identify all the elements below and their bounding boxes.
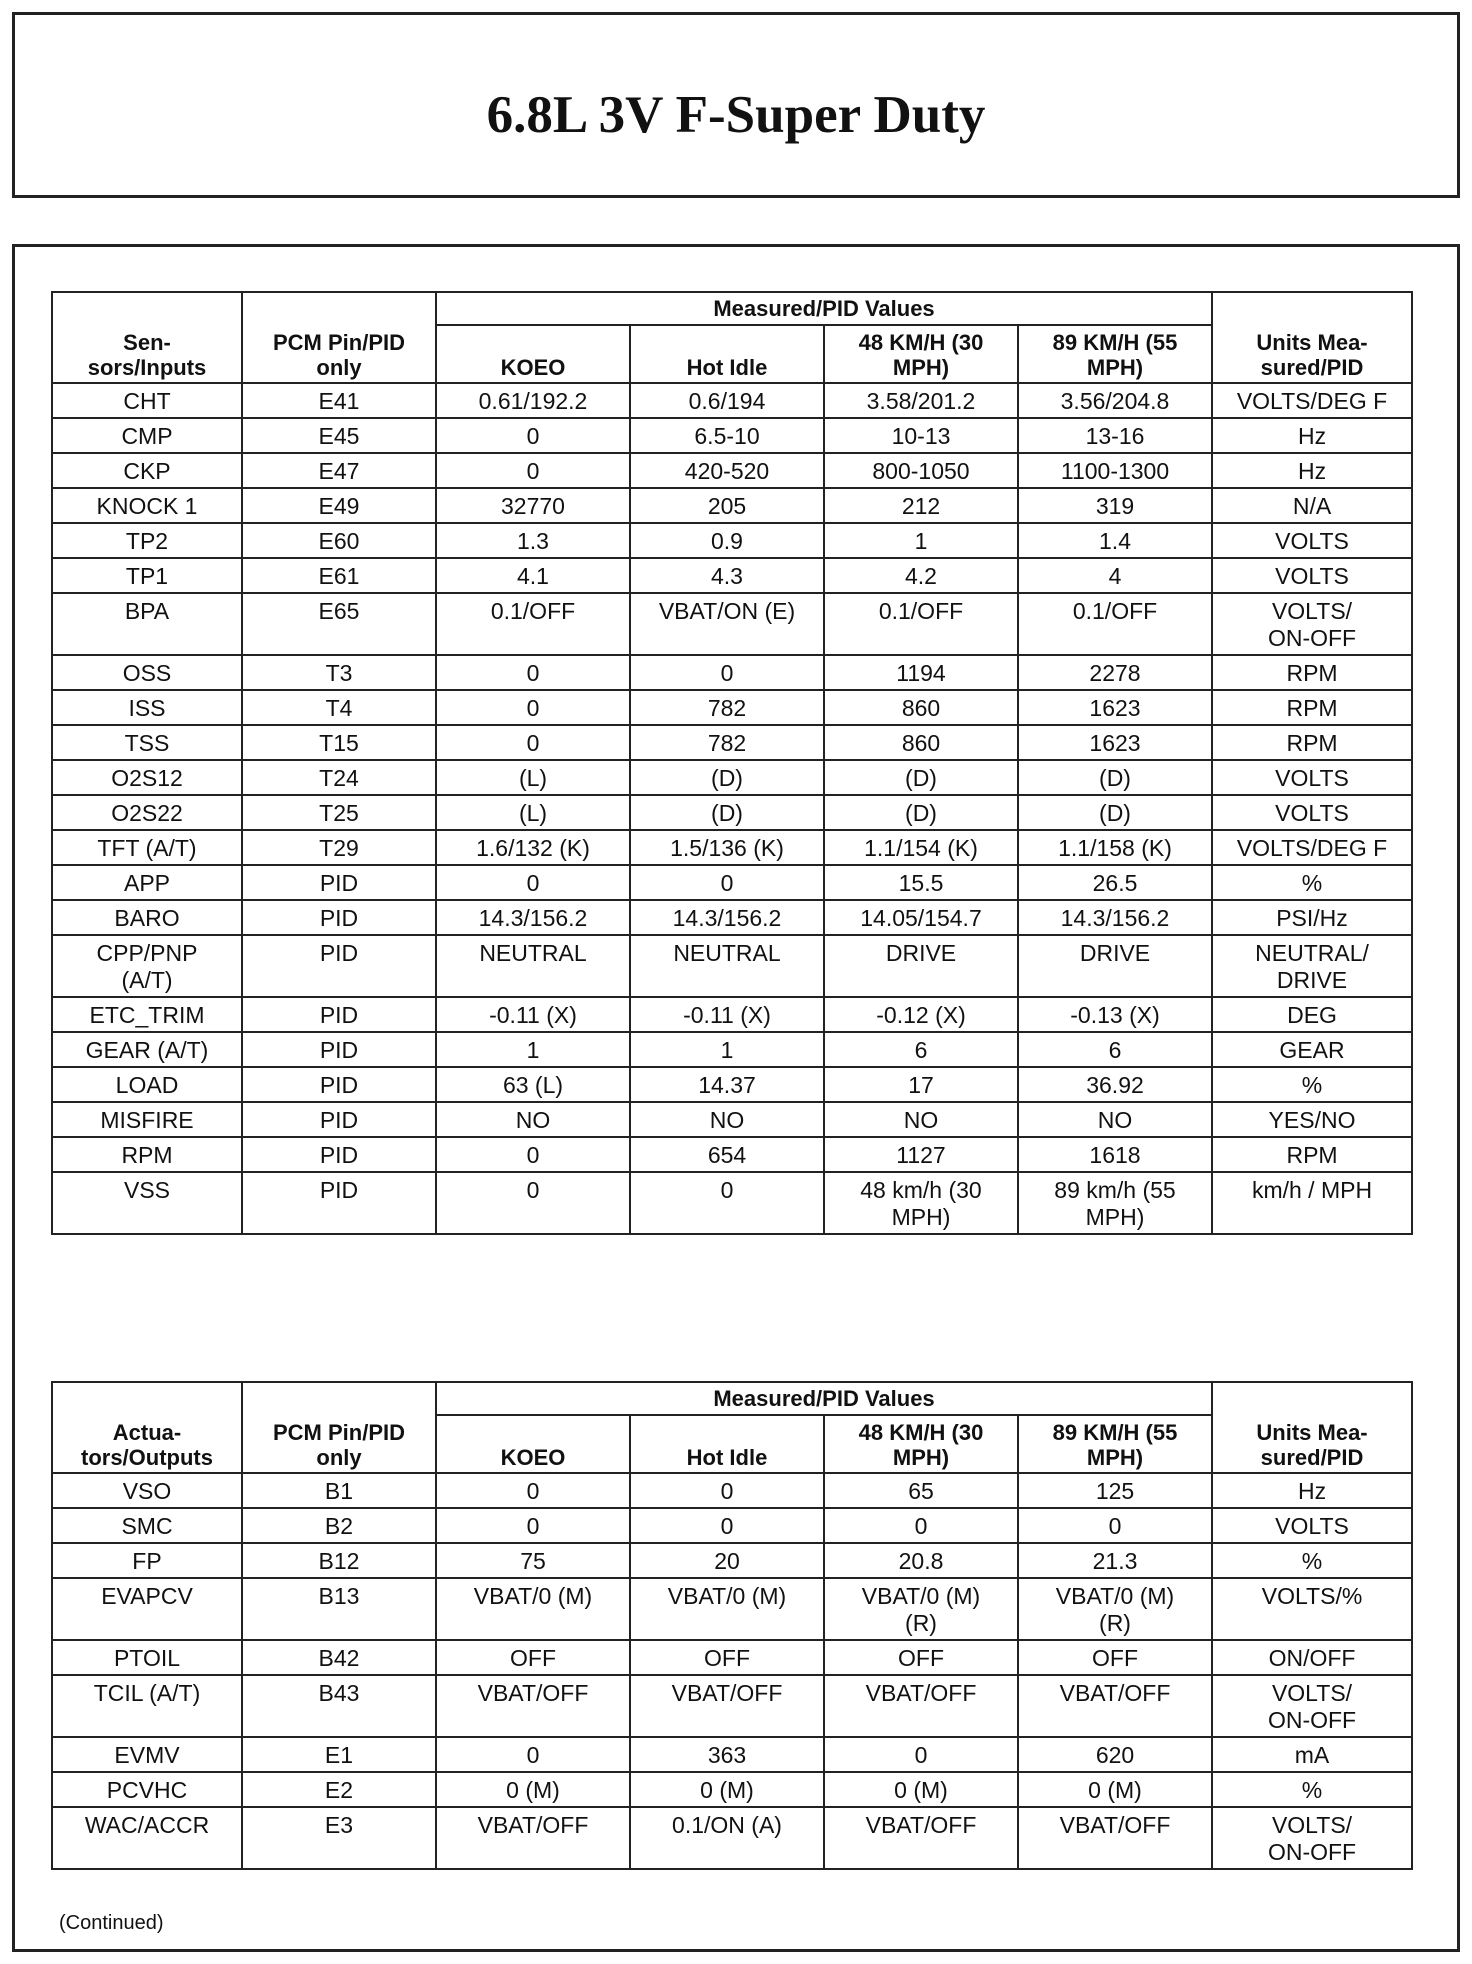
table-cell: N/A <box>1212 488 1412 523</box>
table-cell: PCVHC <box>52 1772 242 1807</box>
table-cell: OFF <box>1018 1640 1212 1675</box>
table-row <box>52 593 1412 655</box>
table-cell: VBAT/0 (M) (R) <box>824 1578 1018 1640</box>
table-cell: 0 <box>630 655 824 690</box>
table-cell: OFF <box>436 1640 630 1675</box>
table-cell: PID <box>242 1067 436 1102</box>
table-cell: 1194 <box>824 655 1018 690</box>
table-cell: (L) <box>436 795 630 830</box>
table-cell: CHT <box>52 383 242 418</box>
header-row <box>52 1382 1412 1415</box>
table-cell: TP1 <box>52 558 242 593</box>
table-cell: 0.1/ON (A) <box>630 1807 824 1869</box>
table-row <box>52 935 1412 997</box>
table-cell: CMP <box>52 418 242 453</box>
table-cell: 14.37 <box>630 1067 824 1102</box>
table-cell: NEUTRAL <box>436 935 630 997</box>
table-cell: VSO <box>52 1473 242 1508</box>
column-header: KOEO <box>436 325 630 383</box>
table-cell: E41 <box>242 383 436 418</box>
table-cell: 17 <box>824 1067 1018 1102</box>
sensors-table <box>51 291 1413 1235</box>
table-cell: VBAT/OFF <box>436 1675 630 1737</box>
table-cell: E45 <box>242 418 436 453</box>
table-cell: 1.1/158 (K) <box>1018 830 1212 865</box>
table-row <box>52 1137 1412 1172</box>
table-cell: 0 <box>630 1473 824 1508</box>
table-cell: 4.1 <box>436 558 630 593</box>
table-cell: PID <box>242 1102 436 1137</box>
column-header: Units Mea- sured/PID <box>1212 292 1412 383</box>
table-cell: T24 <box>242 760 436 795</box>
table-cell: VOLTS/ ON-OFF <box>1212 1807 1412 1869</box>
table-cell: GEAR (A/T) <box>52 1032 242 1067</box>
column-header: Sen- sors/Inputs <box>52 292 242 383</box>
table-cell: 21.3 <box>1018 1543 1212 1578</box>
table-row <box>52 997 1412 1032</box>
table-cell: 3.58/201.2 <box>824 383 1018 418</box>
table-cell: (D) <box>1018 795 1212 830</box>
table-cell: 1 <box>436 1032 630 1067</box>
table-row <box>52 1578 1412 1640</box>
column-header: Hot Idle <box>630 1415 824 1473</box>
table-row <box>52 1473 1412 1508</box>
column-header: 89 KM/H (55 MPH) <box>1018 1415 1212 1473</box>
table-row <box>52 1772 1412 1807</box>
table-cell: -0.11 (X) <box>630 997 824 1032</box>
table-cell: B42 <box>242 1640 436 1675</box>
table-cell: RPM <box>1212 725 1412 760</box>
table-cell: Hz <box>1212 418 1412 453</box>
table-cell: 860 <box>824 690 1018 725</box>
table-cell: T4 <box>242 690 436 725</box>
table-cell: VOLTS <box>1212 558 1412 593</box>
table-cell: 0 <box>630 865 824 900</box>
table-cell: CKP <box>52 453 242 488</box>
table-cell: PID <box>242 1032 436 1067</box>
table-cell: 1623 <box>1018 725 1212 760</box>
table-cell: EVAPCV <box>52 1578 242 1640</box>
table-cell: E47 <box>242 453 436 488</box>
table-cell: 1.1/154 (K) <box>824 830 1018 865</box>
table-cell: VBAT/0 (M) <box>630 1578 824 1640</box>
table-cell: (D) <box>824 795 1018 830</box>
table-cell: mA <box>1212 1737 1412 1772</box>
table-cell: E60 <box>242 523 436 558</box>
table-cell: 10-13 <box>824 418 1018 453</box>
table-cell: PID <box>242 1172 436 1234</box>
table-cell: DRIVE <box>1018 935 1212 997</box>
header-row <box>52 292 1412 325</box>
table-cell: T3 <box>242 655 436 690</box>
table-cell: YES/NO <box>1212 1102 1412 1137</box>
table-cell: PID <box>242 1137 436 1172</box>
actuators-table <box>51 1381 1413 1870</box>
table-cell: NEUTRAL/ DRIVE <box>1212 935 1412 997</box>
table-cell: SMC <box>52 1508 242 1543</box>
table-cell: NO <box>630 1102 824 1137</box>
table-cell: VOLTS/ ON-OFF <box>1212 1675 1412 1737</box>
table-cell: E2 <box>242 1772 436 1807</box>
table-cell: 14.05/154.7 <box>824 900 1018 935</box>
table-cell: T15 <box>242 725 436 760</box>
table-cell: PID <box>242 997 436 1032</box>
table-cell: % <box>1212 1067 1412 1102</box>
table-cell: 0.1/OFF <box>436 593 630 655</box>
table-cell: MISFIRE <box>52 1102 242 1137</box>
table-cell: 0 (M) <box>630 1772 824 1807</box>
table-row <box>52 523 1412 558</box>
table-cell: NEUTRAL <box>630 935 824 997</box>
table-cell: 20.8 <box>824 1543 1018 1578</box>
table-cell: 14.3/156.2 <box>1018 900 1212 935</box>
table-cell: 0 <box>436 1172 630 1234</box>
table-cell: 0 <box>436 690 630 725</box>
table-row <box>52 1640 1412 1675</box>
table-row <box>52 1737 1412 1772</box>
table-cell: ISS <box>52 690 242 725</box>
table-cell: 4.2 <box>824 558 1018 593</box>
title-box <box>12 12 1460 198</box>
table-cell: (D) <box>1018 760 1212 795</box>
table-cell: PID <box>242 865 436 900</box>
table-cell: % <box>1212 865 1412 900</box>
table-row <box>52 900 1412 935</box>
column-header: Hot Idle <box>630 325 824 383</box>
table-cell: -0.11 (X) <box>436 997 630 1032</box>
table-frame <box>12 244 1460 1952</box>
table-cell: PSI/Hz <box>1212 900 1412 935</box>
table-cell: LOAD <box>52 1067 242 1102</box>
table-cell: 0 <box>630 1508 824 1543</box>
table-cell: 1.3 <box>436 523 630 558</box>
table-row <box>52 1032 1412 1067</box>
table-cell: B2 <box>242 1508 436 1543</box>
table-cell: T25 <box>242 795 436 830</box>
table-cell: EVMV <box>52 1737 242 1772</box>
table-cell: 0.1/OFF <box>824 593 1018 655</box>
table-cell: 0 <box>824 1508 1018 1543</box>
table-cell: OSS <box>52 655 242 690</box>
table-cell: 4 <box>1018 558 1212 593</box>
table-cell: B43 <box>242 1675 436 1737</box>
table-cell: NO <box>1018 1102 1212 1137</box>
table-row <box>52 383 1412 418</box>
table-cell: 4.3 <box>630 558 824 593</box>
table-row <box>52 1067 1412 1102</box>
table-cell: TSS <box>52 725 242 760</box>
column-header: Actua- tors/Outputs <box>52 1382 242 1473</box>
table-cell: 1 <box>630 1032 824 1067</box>
table-cell: 654 <box>630 1137 824 1172</box>
table-cell: DRIVE <box>824 935 1018 997</box>
table-cell: 363 <box>630 1737 824 1772</box>
table-cell: VOLTS/% <box>1212 1578 1412 1640</box>
table-cell: VBAT/0 (M) <box>436 1578 630 1640</box>
table-cell: % <box>1212 1543 1412 1578</box>
table-cell: 0 <box>436 865 630 900</box>
table-cell: 89 km/h (55 MPH) <box>1018 1172 1212 1234</box>
table-cell: RPM <box>1212 690 1412 725</box>
table-cell: 0 (M) <box>1018 1772 1212 1807</box>
table-cell: 14.3/156.2 <box>630 900 824 935</box>
table-cell: 0 <box>436 1137 630 1172</box>
table-cell: 0.1/OFF <box>1018 593 1212 655</box>
table-cell: 620 <box>1018 1737 1212 1772</box>
table-cell: % <box>1212 1772 1412 1807</box>
group-header: Measured/PID Values <box>436 292 1212 325</box>
table-row <box>52 760 1412 795</box>
table-cell: 6 <box>1018 1032 1212 1067</box>
table-cell: 48 km/h (30 MPH) <box>824 1172 1018 1234</box>
table-cell: 212 <box>824 488 1018 523</box>
table-cell: E1 <box>242 1737 436 1772</box>
table-cell: 319 <box>1018 488 1212 523</box>
table-cell: 2278 <box>1018 655 1212 690</box>
table-cell: VBAT/OFF <box>1018 1807 1212 1869</box>
table-row <box>52 488 1412 523</box>
table-cell: 1618 <box>1018 1137 1212 1172</box>
table-cell: PID <box>242 900 436 935</box>
table-cell: 782 <box>630 690 824 725</box>
table-cell: VBAT/OFF <box>436 1807 630 1869</box>
table-cell: 0 <box>436 453 630 488</box>
table-cell: 20 <box>630 1543 824 1578</box>
table-cell: TP2 <box>52 523 242 558</box>
table-cell: VOLTS/DEG F <box>1212 383 1412 418</box>
table-cell: Hz <box>1212 453 1412 488</box>
table-cell: B13 <box>242 1578 436 1640</box>
table-cell: VBAT/0 (M) (R) <box>1018 1578 1212 1640</box>
table-cell: 782 <box>630 725 824 760</box>
table-cell: 26.5 <box>1018 865 1212 900</box>
table-cell: WAC/ACCR <box>52 1807 242 1869</box>
table-cell: VSS <box>52 1172 242 1234</box>
table-cell: B12 <box>242 1543 436 1578</box>
table-cell: BPA <box>52 593 242 655</box>
table-row <box>52 725 1412 760</box>
table-cell: VBAT/OFF <box>824 1675 1018 1737</box>
table-row <box>52 1172 1412 1234</box>
table-cell: VBAT/OFF <box>630 1675 824 1737</box>
table-cell: 0 <box>436 418 630 453</box>
table-cell: O2S22 <box>52 795 242 830</box>
table-cell: PID <box>242 935 436 997</box>
table-cell: B1 <box>242 1473 436 1508</box>
table-cell: 0.9 <box>630 523 824 558</box>
table-row <box>52 418 1412 453</box>
table-cell: (D) <box>630 795 824 830</box>
table-cell: TCIL (A/T) <box>52 1675 242 1737</box>
table-cell: 0 (M) <box>436 1772 630 1807</box>
table-cell: 1100-1300 <box>1018 453 1212 488</box>
table-cell: 0 <box>1018 1508 1212 1543</box>
table-cell: 0.6/194 <box>630 383 824 418</box>
table-cell: -0.12 (X) <box>824 997 1018 1032</box>
table-cell: 1623 <box>1018 690 1212 725</box>
column-header: KOEO <box>436 1415 630 1473</box>
table-cell: 0 <box>436 1473 630 1508</box>
table-row <box>52 690 1412 725</box>
table-cell: OFF <box>630 1640 824 1675</box>
table-cell: 14.3/156.2 <box>436 900 630 935</box>
table-cell: 1.5/136 (K) <box>630 830 824 865</box>
table-row <box>52 1807 1412 1869</box>
table-cell: 75 <box>436 1543 630 1578</box>
page-title: 6.8L 3V F-Super Duty <box>486 86 986 144</box>
table-cell: (D) <box>630 760 824 795</box>
table-cell: 0.61/192.2 <box>436 383 630 418</box>
table-row <box>52 1508 1412 1543</box>
table-cell: VBAT/OFF <box>824 1807 1018 1869</box>
table-cell: 6 <box>824 1032 1018 1067</box>
table-cell: T29 <box>242 830 436 865</box>
table-cell: PTOIL <box>52 1640 242 1675</box>
group-header: Measured/PID Values <box>436 1382 1212 1415</box>
column-header: PCM Pin/PID only <box>242 292 436 383</box>
table-cell: 0 <box>630 1172 824 1234</box>
table-cell: 1 <box>824 523 1018 558</box>
table-cell: 3.56/204.8 <box>1018 383 1212 418</box>
table-cell: E3 <box>242 1807 436 1869</box>
table-cell: KNOCK 1 <box>52 488 242 523</box>
table-cell: 0 <box>436 1508 630 1543</box>
table-cell: VOLTS <box>1212 760 1412 795</box>
table-cell: APP <box>52 865 242 900</box>
table-cell: 0 (M) <box>824 1772 1018 1807</box>
table-cell: 6.5-10 <box>630 418 824 453</box>
table-cell: 13-16 <box>1018 418 1212 453</box>
table-cell: 1.4 <box>1018 523 1212 558</box>
table-cell: OFF <box>824 1640 1018 1675</box>
table-cell: RPM <box>1212 1137 1412 1172</box>
table-cell: 0 <box>824 1737 1018 1772</box>
table-cell: E65 <box>242 593 436 655</box>
table-cell: 125 <box>1018 1473 1212 1508</box>
table-cell: RPM <box>1212 655 1412 690</box>
table-cell: 0 <box>436 725 630 760</box>
column-header: 48 KM/H (30 MPH) <box>824 1415 1018 1473</box>
table-cell: 63 (L) <box>436 1067 630 1102</box>
column-header: 89 KM/H (55 MPH) <box>1018 325 1212 383</box>
continued-note: (Continued) <box>59 1912 164 1934</box>
table-cell: VOLTS <box>1212 795 1412 830</box>
table-cell: ON/OFF <box>1212 1640 1412 1675</box>
table-cell: 0 <box>436 655 630 690</box>
table-row <box>52 865 1412 900</box>
table-cell: VBAT/ON (E) <box>630 593 824 655</box>
table-row <box>52 1675 1412 1737</box>
table-cell: VBAT/OFF <box>1018 1675 1212 1737</box>
table-cell: VOLTS <box>1212 523 1412 558</box>
table-cell: 800-1050 <box>824 453 1018 488</box>
table-cell: VOLTS <box>1212 1508 1412 1543</box>
table-cell: 1127 <box>824 1137 1018 1172</box>
table-cell: GEAR <box>1212 1032 1412 1067</box>
table-cell: TFT (A/T) <box>52 830 242 865</box>
table-cell: RPM <box>52 1137 242 1172</box>
table-cell: 15.5 <box>824 865 1018 900</box>
table-cell: 420-520 <box>630 453 824 488</box>
table-cell: CPP/PNP (A/T) <box>52 935 242 997</box>
table-cell: 205 <box>630 488 824 523</box>
table-cell: (L) <box>436 760 630 795</box>
table-cell: NO <box>824 1102 1018 1137</box>
table-row <box>52 830 1412 865</box>
table-cell: 0 <box>436 1737 630 1772</box>
table-cell: -0.13 (X) <box>1018 997 1212 1032</box>
table-cell: VOLTS/ ON-OFF <box>1212 593 1412 655</box>
table-cell: NO <box>436 1102 630 1137</box>
table-cell: (D) <box>824 760 1018 795</box>
column-header: Units Mea- sured/PID <box>1212 1382 1412 1473</box>
table-row <box>52 453 1412 488</box>
table-cell: E49 <box>242 488 436 523</box>
table-row <box>52 795 1412 830</box>
table-cell: DEG <box>1212 997 1412 1032</box>
table-cell: FP <box>52 1543 242 1578</box>
table-cell: Hz <box>1212 1473 1412 1508</box>
column-header: 48 KM/H (30 MPH) <box>824 325 1018 383</box>
table-cell: 36.92 <box>1018 1067 1212 1102</box>
table-cell: 65 <box>824 1473 1018 1508</box>
table-cell: BARO <box>52 900 242 935</box>
table-cell: 32770 <box>436 488 630 523</box>
table-cell: E61 <box>242 558 436 593</box>
table-cell: VOLTS/DEG F <box>1212 830 1412 865</box>
table-cell: 1.6/132 (K) <box>436 830 630 865</box>
table-cell: ETC_TRIM <box>52 997 242 1032</box>
table-cell: km/h / MPH <box>1212 1172 1412 1234</box>
table-row <box>52 655 1412 690</box>
table-cell: 860 <box>824 725 1018 760</box>
table-row <box>52 558 1412 593</box>
table-row <box>52 1543 1412 1578</box>
table-cell: O2S12 <box>52 760 242 795</box>
column-header: PCM Pin/PID only <box>242 1382 436 1473</box>
table-row <box>52 1102 1412 1137</box>
